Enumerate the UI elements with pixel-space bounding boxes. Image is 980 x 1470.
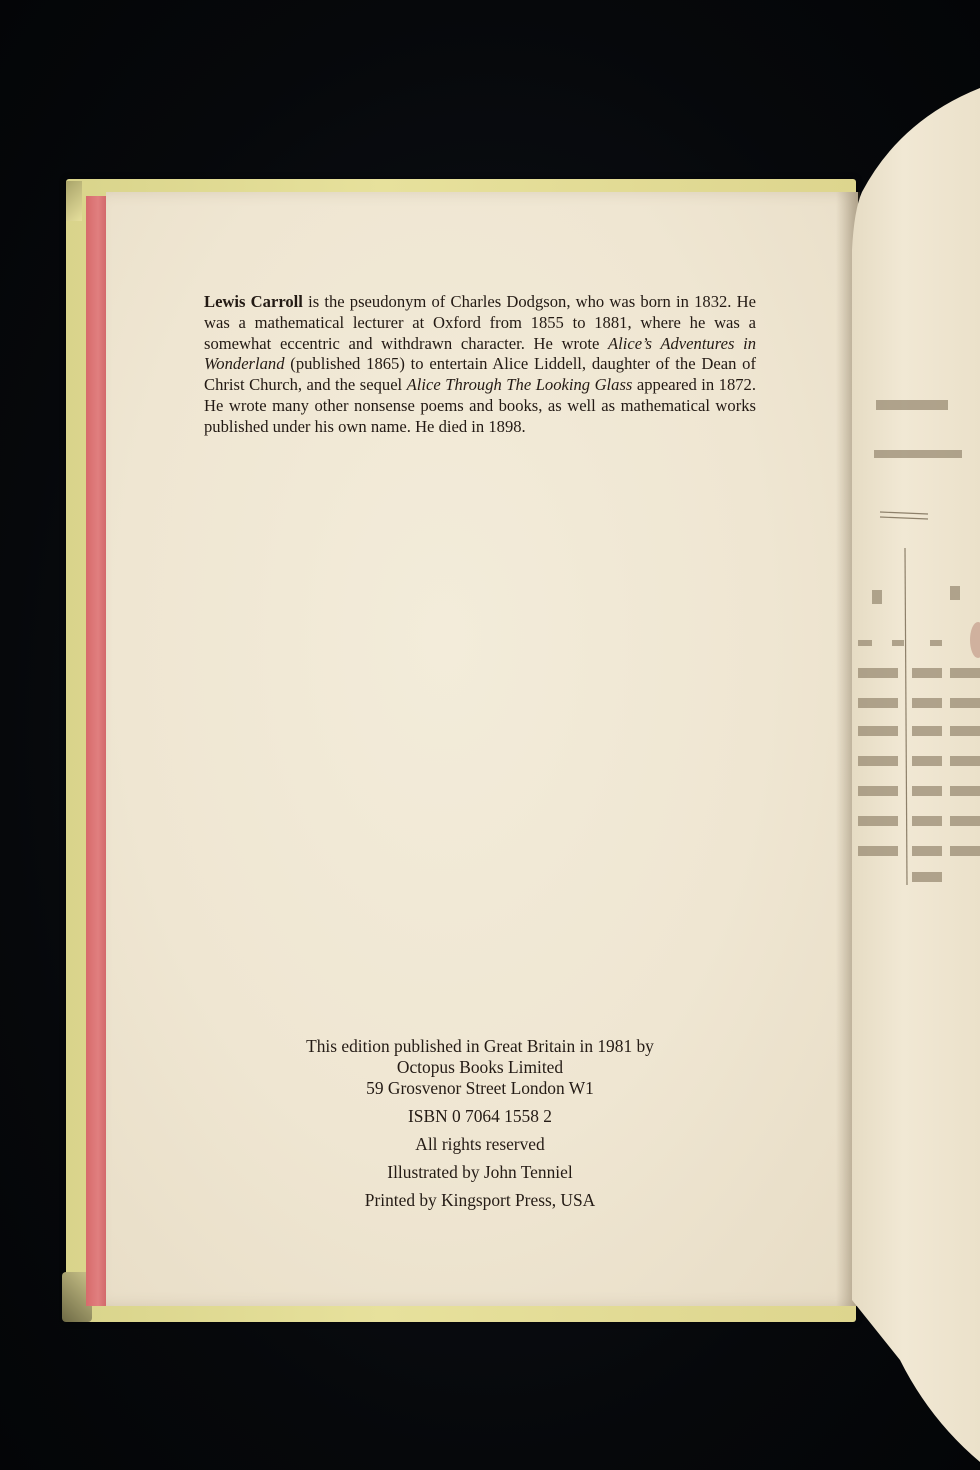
- bio-text-3: appeared in 1872. He wrote many other nonsense poems and books, as well as mathematical works published under his own name. He died in 1898.: [204, 375, 756, 436]
- rights-notice: All rights reserved: [415, 1134, 545, 1154]
- publisher-imprint: [260, 1036, 700, 1211]
- bio-text-1: is the pseudonym of Charles Dodgson, who was born in 1832. He was a mathematical lecturer at Oxford from 1855 to 1881, where he was a somewhat eccentric and withdrawn character. He wrote: [204, 292, 756, 353]
- facing-page-paper: [852, 88, 980, 1462]
- illustrator-credit: Illustrated by John Tenniel: [387, 1162, 573, 1182]
- bio-text-2: (published 1865) to entertain Alice Liddell, daughter of the Dean of Christ Church, and the sequel: [204, 354, 756, 395]
- printer-credit: Printed by Kingsport Press, USA: [364, 1190, 596, 1210]
- publisher-name: Octopus Books Limited: [396, 1057, 564, 1077]
- isbn: ISBN 0 7064 1558 2: [408, 1106, 552, 1126]
- publisher-address: 59 Grosvenor Street London W1: [366, 1078, 594, 1098]
- author-name: Lewis Carroll: [204, 292, 303, 311]
- book-title-wonderland: Alice’s Adventures in Wonderland: [204, 333, 756, 374]
- author-biography: [204, 292, 756, 438]
- book-title-looking-glass: Alice Through The Looking Glass: [406, 375, 633, 395]
- edition-line: This edition published in Great Britain in 1981 by: [306, 1036, 654, 1056]
